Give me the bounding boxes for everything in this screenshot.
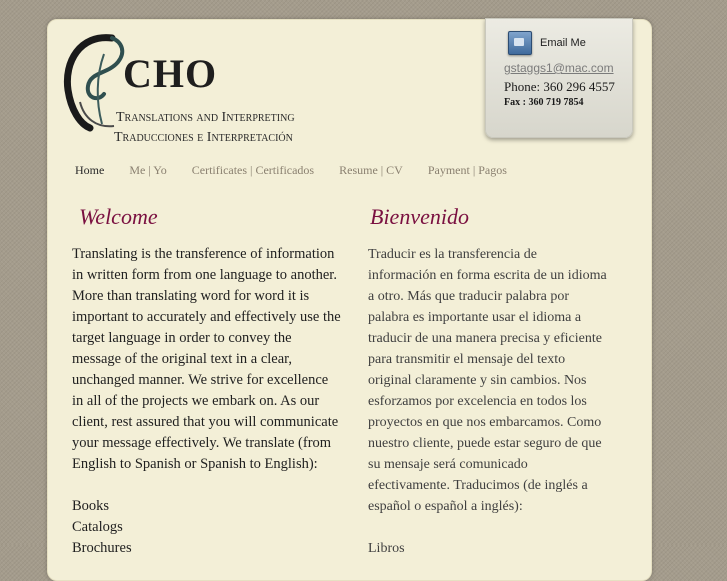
logo-wordmark: CHO bbox=[123, 51, 218, 96]
logo-tagline-en: Translations and Interpreting bbox=[116, 110, 295, 125]
nav-resume[interactable]: Resume | CV bbox=[339, 163, 403, 177]
spanish-paragraph: Traducir es la transferencia de información en forma escrita de un idioma a otro. Más que traducir palabra por palabra es importante usar el idioma a traducir de una manera precisa y eficiente para transmitir el mensaje del texto original claramente y sin cambios. Nos esforzamos por excelencia en todos los proyectos en que nos embarcamos. Como nuestro cliente, puede estar seguro de que su mensaje será comunicado efectivamente. Traducimos (de inglés a español o español a inglés): bbox=[368, 247, 607, 514]
nav-home[interactable]: Home bbox=[75, 163, 105, 177]
nav-payment[interactable]: Payment | Pagos bbox=[427, 163, 507, 177]
list-item: Libros bbox=[368, 541, 405, 556]
welcome-heading: Welcome bbox=[79, 204, 158, 229]
page-panel bbox=[47, 19, 652, 581]
phone-number: Phone: 360 296 4557 bbox=[504, 79, 615, 94]
email-me-label: Email Me bbox=[540, 37, 586, 49]
contact-panel bbox=[485, 18, 633, 138]
logo[interactable] bbox=[60, 32, 310, 145]
nav-certificates[interactable]: Certificates | Certificados bbox=[191, 163, 315, 177]
list-item: Books bbox=[72, 498, 110, 514]
fax-number: Fax : 360 719 7854 bbox=[504, 97, 584, 108]
bienvenido-heading: Bienvenido bbox=[370, 204, 469, 229]
list-item: Brochures bbox=[72, 540, 132, 556]
english-column bbox=[72, 244, 342, 559]
spanish-column bbox=[368, 244, 608, 559]
english-service-list bbox=[72, 496, 342, 559]
nav-me-yo[interactable]: Me | Yo bbox=[129, 163, 167, 177]
spanish-service-list bbox=[368, 538, 608, 559]
english-paragraph: Translating is the transference of information in written form from one language to another. More than translating word for word it is important to accurately and effectively use the target language in order to convey the message of the original text in a clear, unchanged manner. We strive for excellence in all of the projects we embark on. As our client, rest assured that you will communicate your message effectively. We translate (from English to Spanish or Spanish to English): bbox=[72, 246, 341, 472]
main-nav bbox=[75, 163, 532, 178]
mail-stamp-icon bbox=[508, 31, 532, 55]
list-item: Catalogs bbox=[72, 519, 123, 535]
email-me-button[interactable] bbox=[508, 31, 586, 55]
email-link[interactable]: gstaggs1@mac.com bbox=[504, 61, 614, 75]
logo-tagline-es: Traducciones e Interpretación bbox=[114, 130, 293, 145]
